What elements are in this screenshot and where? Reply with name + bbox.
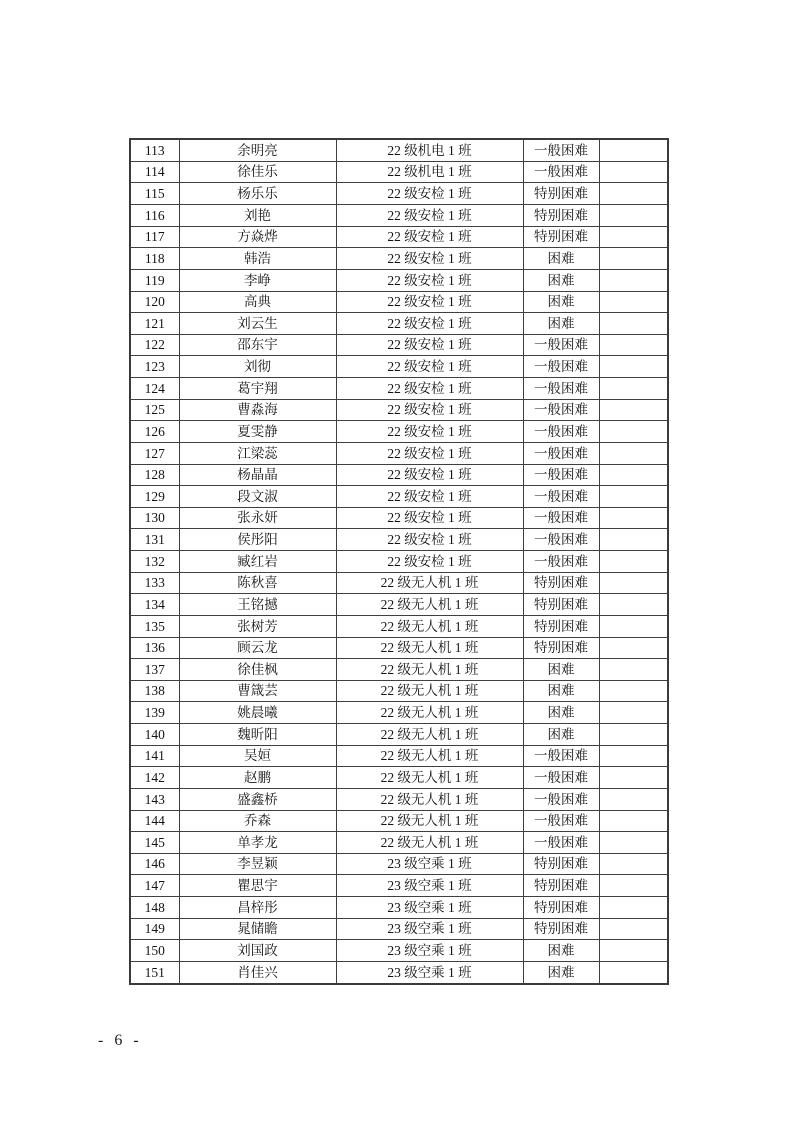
cell-note [599, 529, 668, 551]
table-row [130, 897, 668, 919]
table-row [130, 680, 668, 702]
cell-row-number: 141 [130, 745, 179, 767]
table-row [130, 313, 668, 335]
table-row [130, 702, 668, 724]
cell-difficulty-level: 一般困难 [523, 356, 599, 378]
cell-row-number: 148 [130, 897, 179, 919]
cell-difficulty-level: 一般困难 [523, 486, 599, 508]
cell-note [599, 572, 668, 594]
cell-class-name: 22 级无人机 1 班 [336, 788, 523, 810]
table-row [130, 421, 668, 443]
student-difficulty-table [129, 138, 669, 985]
cell-note [599, 334, 668, 356]
cell-class-name: 22 级机电 1 班 [336, 139, 523, 161]
cell-row-number: 127 [130, 442, 179, 464]
table-row [130, 810, 668, 832]
cell-student-name: 余明亮 [179, 139, 336, 161]
cell-row-number: 119 [130, 269, 179, 291]
table-row [130, 378, 668, 400]
cell-student-name: 刘艳 [179, 205, 336, 227]
cell-note [599, 918, 668, 940]
cell-note [599, 897, 668, 919]
table-row [130, 572, 668, 594]
cell-class-name: 23 级空乘 1 班 [336, 961, 523, 984]
cell-class-name: 23 级空乘 1 班 [336, 897, 523, 919]
cell-class-name: 22 级安检 1 班 [336, 421, 523, 443]
table-row [130, 918, 668, 940]
cell-student-name: 段文淑 [179, 486, 336, 508]
cell-student-name: 徐佳乐 [179, 161, 336, 183]
cell-class-name: 22 级安检 1 班 [336, 507, 523, 529]
cell-difficulty-level: 困难 [523, 269, 599, 291]
cell-note [599, 183, 668, 205]
cell-note [599, 269, 668, 291]
cell-class-name: 22 级无人机 1 班 [336, 594, 523, 616]
cell-row-number: 128 [130, 464, 179, 486]
cell-student-name: 江梁蕊 [179, 442, 336, 464]
cell-difficulty-level: 困难 [523, 702, 599, 724]
cell-class-name: 22 级安检 1 班 [336, 464, 523, 486]
cell-difficulty-level: 特别困难 [523, 205, 599, 227]
cell-row-number: 123 [130, 356, 179, 378]
cell-class-name: 22 级安检 1 班 [336, 291, 523, 313]
cell-student-name: 夏雯静 [179, 421, 336, 443]
cell-difficulty-level: 困难 [523, 724, 599, 746]
cell-class-name: 22 级无人机 1 班 [336, 832, 523, 854]
table-row [130, 940, 668, 962]
table-row [130, 399, 668, 421]
cell-difficulty-level: 特别困难 [523, 918, 599, 940]
cell-student-name: 昌梓彤 [179, 897, 336, 919]
table-row [130, 961, 668, 984]
cell-student-name: 陈秋喜 [179, 572, 336, 594]
table-row [130, 551, 668, 573]
table-body [130, 139, 668, 984]
cell-class-name: 22 级安检 1 班 [336, 551, 523, 573]
table-row [130, 291, 668, 313]
cell-student-name: 曹淼海 [179, 399, 336, 421]
table-row [130, 356, 668, 378]
cell-difficulty-level: 一般困难 [523, 399, 599, 421]
cell-student-name: 肖佳兴 [179, 961, 336, 984]
cell-student-name: 单孝龙 [179, 832, 336, 854]
cell-student-name: 赵鹏 [179, 767, 336, 789]
cell-student-name: 臧红岩 [179, 551, 336, 573]
cell-note [599, 940, 668, 962]
cell-difficulty-level: 一般困难 [523, 832, 599, 854]
cell-difficulty-level: 特别困难 [523, 637, 599, 659]
cell-student-name: 王铭撼 [179, 594, 336, 616]
cell-note [599, 486, 668, 508]
table-row [130, 183, 668, 205]
cell-note [599, 421, 668, 443]
cell-class-name: 22 级安检 1 班 [336, 356, 523, 378]
cell-difficulty-level: 困难 [523, 940, 599, 962]
cell-difficulty-level: 特别困难 [523, 897, 599, 919]
cell-class-name: 22 级无人机 1 班 [336, 767, 523, 789]
cell-note [599, 810, 668, 832]
cell-difficulty-level: 困难 [523, 659, 599, 681]
cell-row-number: 139 [130, 702, 179, 724]
cell-student-name: 邵东宇 [179, 334, 336, 356]
page-number: - 6 - [98, 1032, 140, 1049]
cell-difficulty-level: 一般困难 [523, 139, 599, 161]
cell-row-number: 126 [130, 421, 179, 443]
cell-row-number: 130 [130, 507, 179, 529]
cell-row-number: 118 [130, 248, 179, 270]
cell-student-name: 吴姮 [179, 745, 336, 767]
cell-difficulty-level: 一般困难 [523, 551, 599, 573]
cell-row-number: 150 [130, 940, 179, 962]
cell-difficulty-level: 一般困难 [523, 161, 599, 183]
cell-difficulty-level: 困难 [523, 291, 599, 313]
cell-note [599, 442, 668, 464]
cell-note [599, 724, 668, 746]
cell-class-name: 22 级安检 1 班 [336, 205, 523, 227]
cell-note [599, 832, 668, 854]
cell-student-name: 高典 [179, 291, 336, 313]
cell-class-name: 22 级安检 1 班 [336, 226, 523, 248]
cell-difficulty-level: 一般困难 [523, 788, 599, 810]
cell-class-name: 22 级无人机 1 班 [336, 572, 523, 594]
cell-class-name: 22 级无人机 1 班 [336, 745, 523, 767]
cell-row-number: 129 [130, 486, 179, 508]
cell-row-number: 144 [130, 810, 179, 832]
cell-row-number: 120 [130, 291, 179, 313]
cell-row-number: 132 [130, 551, 179, 573]
cell-note [599, 767, 668, 789]
cell-student-name: 刘彻 [179, 356, 336, 378]
cell-difficulty-level: 一般困难 [523, 464, 599, 486]
cell-class-name: 22 级安检 1 班 [336, 378, 523, 400]
cell-class-name: 22 级安检 1 班 [336, 334, 523, 356]
cell-row-number: 135 [130, 615, 179, 637]
cell-student-name: 杨乐乐 [179, 183, 336, 205]
cell-row-number: 140 [130, 724, 179, 746]
table-row [130, 594, 668, 616]
cell-row-number: 142 [130, 767, 179, 789]
cell-class-name: 23 级空乘 1 班 [336, 940, 523, 962]
cell-difficulty-level: 一般困难 [523, 507, 599, 529]
cell-student-name: 方焱烨 [179, 226, 336, 248]
cell-note [599, 853, 668, 875]
cell-row-number: 137 [130, 659, 179, 681]
cell-class-name: 23 级空乘 1 班 [336, 918, 523, 940]
table-row [130, 832, 668, 854]
table-row [130, 248, 668, 270]
cell-difficulty-level: 特别困难 [523, 226, 599, 248]
cell-row-number: 147 [130, 875, 179, 897]
cell-difficulty-level: 特别困难 [523, 572, 599, 594]
cell-difficulty-level: 一般困难 [523, 529, 599, 551]
cell-note [599, 594, 668, 616]
cell-class-name: 22 级安检 1 班 [336, 486, 523, 508]
cell-row-number: 124 [130, 378, 179, 400]
cell-row-number: 151 [130, 961, 179, 984]
cell-student-name: 晁储瞻 [179, 918, 336, 940]
cell-difficulty-level: 特别困难 [523, 853, 599, 875]
cell-student-name: 张永妍 [179, 507, 336, 529]
cell-row-number: 136 [130, 637, 179, 659]
cell-note [599, 637, 668, 659]
table-row [130, 853, 668, 875]
cell-row-number: 121 [130, 313, 179, 335]
table-row [130, 745, 668, 767]
cell-difficulty-level: 特别困难 [523, 183, 599, 205]
table-row [130, 226, 668, 248]
cell-row-number: 138 [130, 680, 179, 702]
cell-class-name: 22 级安检 1 班 [336, 183, 523, 205]
table-row [130, 269, 668, 291]
cell-class-name: 22 级安检 1 班 [336, 442, 523, 464]
cell-note [599, 680, 668, 702]
table-row [130, 139, 668, 161]
cell-difficulty-level: 特别困难 [523, 615, 599, 637]
table-row [130, 875, 668, 897]
cell-student-name: 刘云生 [179, 313, 336, 335]
cell-student-name: 顾云龙 [179, 637, 336, 659]
cell-note [599, 248, 668, 270]
cell-row-number: 116 [130, 205, 179, 227]
cell-class-name: 22 级无人机 1 班 [336, 810, 523, 832]
cell-row-number: 114 [130, 161, 179, 183]
cell-difficulty-level: 困难 [523, 961, 599, 984]
cell-student-name: 侯彤阳 [179, 529, 336, 551]
cell-difficulty-level: 一般困难 [523, 421, 599, 443]
cell-class-name: 22 级安检 1 班 [336, 399, 523, 421]
cell-note [599, 139, 668, 161]
cell-row-number: 125 [130, 399, 179, 421]
cell-student-name: 姚晨曦 [179, 702, 336, 724]
cell-row-number: 131 [130, 529, 179, 551]
cell-class-name: 22 级无人机 1 班 [336, 637, 523, 659]
cell-student-name: 李昱颖 [179, 853, 336, 875]
cell-note [599, 291, 668, 313]
cell-row-number: 143 [130, 788, 179, 810]
cell-row-number: 133 [130, 572, 179, 594]
cell-class-name: 22 级无人机 1 班 [336, 724, 523, 746]
cell-row-number: 113 [130, 139, 179, 161]
cell-class-name: 22 级无人机 1 班 [336, 702, 523, 724]
cell-class-name: 22 级安检 1 班 [336, 529, 523, 551]
cell-difficulty-level: 困难 [523, 680, 599, 702]
cell-student-name: 盛鑫桥 [179, 788, 336, 810]
cell-difficulty-level: 一般困难 [523, 745, 599, 767]
cell-note [599, 378, 668, 400]
cell-difficulty-level: 一般困难 [523, 442, 599, 464]
cell-note [599, 551, 668, 573]
cell-difficulty-level: 一般困难 [523, 767, 599, 789]
cell-difficulty-level: 困难 [523, 313, 599, 335]
cell-note [599, 313, 668, 335]
cell-note [599, 875, 668, 897]
cell-note [599, 745, 668, 767]
cell-difficulty-level: 困难 [523, 248, 599, 270]
cell-note [599, 961, 668, 984]
cell-student-name: 徐佳枫 [179, 659, 336, 681]
cell-note [599, 356, 668, 378]
cell-class-name: 22 级无人机 1 班 [336, 680, 523, 702]
cell-note [599, 205, 668, 227]
cell-student-name: 刘国政 [179, 940, 336, 962]
cell-note [599, 507, 668, 529]
table-row [130, 767, 668, 789]
cell-row-number: 134 [130, 594, 179, 616]
cell-difficulty-level: 一般困难 [523, 334, 599, 356]
cell-note [599, 788, 668, 810]
cell-student-name: 曹箴芸 [179, 680, 336, 702]
cell-note [599, 615, 668, 637]
table-row [130, 334, 668, 356]
cell-class-name: 23 级空乘 1 班 [336, 875, 523, 897]
cell-row-number: 149 [130, 918, 179, 940]
table-row [130, 659, 668, 681]
cell-note [599, 226, 668, 248]
cell-class-name: 23 级空乘 1 班 [336, 853, 523, 875]
cell-difficulty-level: 特别困难 [523, 594, 599, 616]
table-row [130, 205, 668, 227]
cell-difficulty-level: 特别困难 [523, 875, 599, 897]
cell-student-name: 乔森 [179, 810, 336, 832]
cell-note [599, 399, 668, 421]
cell-row-number: 145 [130, 832, 179, 854]
cell-note [599, 464, 668, 486]
cell-note [599, 659, 668, 681]
table-row [130, 724, 668, 746]
table-row [130, 788, 668, 810]
table-row [130, 615, 668, 637]
cell-note [599, 702, 668, 724]
cell-student-name: 瞿思宇 [179, 875, 336, 897]
table-row [130, 464, 668, 486]
cell-row-number: 122 [130, 334, 179, 356]
table-row [130, 507, 668, 529]
cell-class-name: 22 级安检 1 班 [336, 313, 523, 335]
cell-row-number: 115 [130, 183, 179, 205]
cell-row-number: 117 [130, 226, 179, 248]
cell-student-name: 张树芳 [179, 615, 336, 637]
table-row [130, 637, 668, 659]
cell-student-name: 魏昕阳 [179, 724, 336, 746]
cell-class-name: 22 级安检 1 班 [336, 269, 523, 291]
cell-row-number: 146 [130, 853, 179, 875]
cell-class-name: 22 级无人机 1 班 [336, 659, 523, 681]
table-row [130, 529, 668, 551]
cell-class-name: 22 级机电 1 班 [336, 161, 523, 183]
cell-student-name: 韩浩 [179, 248, 336, 270]
cell-student-name: 李峥 [179, 269, 336, 291]
cell-student-name: 葛宇翔 [179, 378, 336, 400]
cell-student-name: 杨晶晶 [179, 464, 336, 486]
cell-note [599, 161, 668, 183]
table-row [130, 161, 668, 183]
cell-difficulty-level: 一般困难 [523, 378, 599, 400]
cell-difficulty-level: 一般困难 [523, 810, 599, 832]
table-row [130, 486, 668, 508]
cell-class-name: 22 级无人机 1 班 [336, 615, 523, 637]
table-row [130, 442, 668, 464]
cell-class-name: 22 级安检 1 班 [336, 248, 523, 270]
